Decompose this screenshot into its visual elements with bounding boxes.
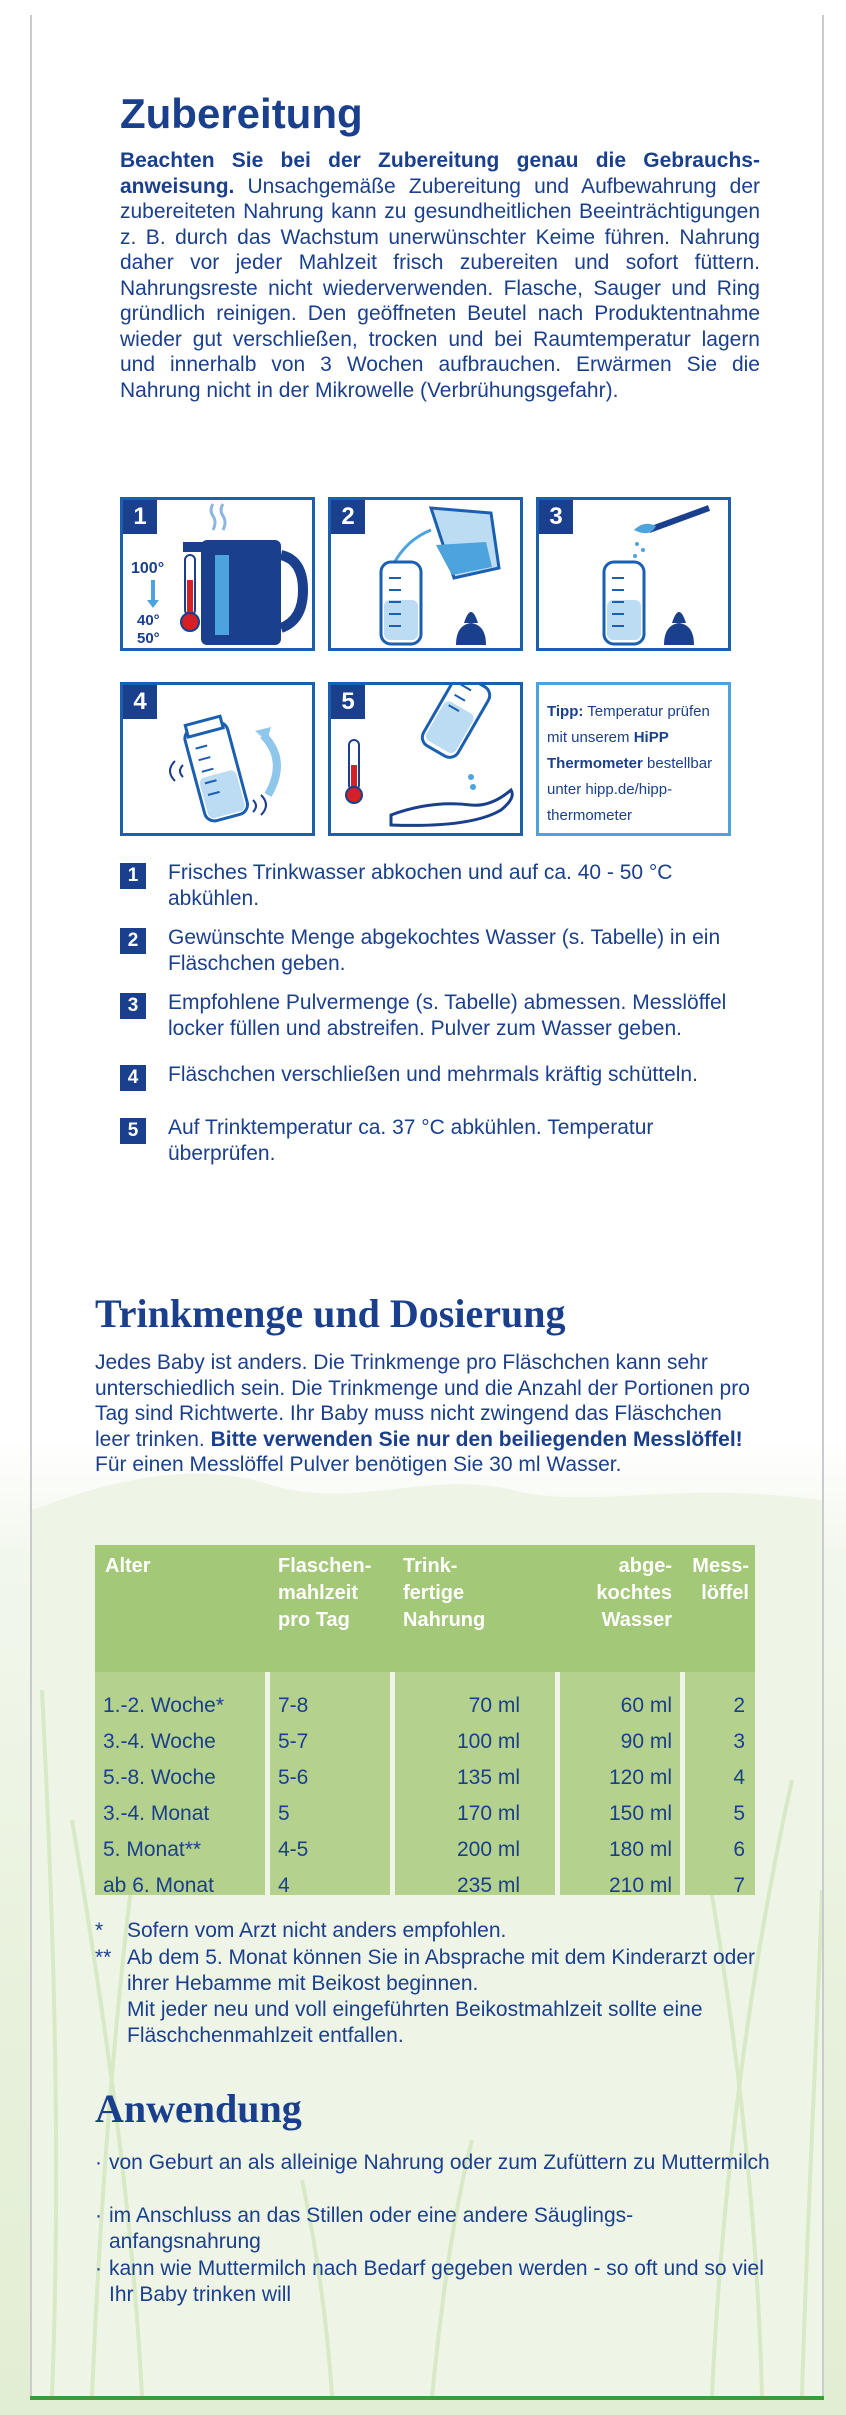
frame-bottom-border — [30, 2396, 824, 2400]
table-cell-nahrung: 170 ml — [456, 1802, 520, 1825]
table-cell-mahlzeiten: 4 — [278, 1874, 290, 1897]
frame-right-border — [822, 15, 824, 2400]
tip-text-2: bestellbar unter hipp.de/hipp-thermometer — [547, 755, 713, 824]
table-cell-alter: 1.-2. Woche* — [103, 1694, 225, 1717]
instruction-number: 3 — [120, 993, 146, 1019]
table-cell-nahrung: 200 ml — [456, 1838, 520, 1861]
table-header-wasser: abge- kochtes Wasser — [596, 1555, 672, 1631]
table-cell-mahlzeiten: 5-7 — [278, 1730, 309, 1753]
table-cell-alter: ab 6. Monat — [103, 1874, 214, 1897]
table-header-mahlzeiten: Flaschen- mahlzeit pro Tag — [278, 1555, 372, 1631]
table-cell-messloeffel: 3 — [733, 1730, 745, 1753]
table-cell-wasser: 210 ml — [608, 1874, 672, 1897]
table-cell-alter: 5. Monat** — [103, 1838, 202, 1861]
tip-brand: HiPP Thermometer — [547, 729, 669, 772]
usage-text: kann wie Muttermilch nach Bedarf gegeben werden - so oft und so viel Ihr Baby trinken will — [109, 2257, 764, 2306]
table-header-alter: Alter — [105, 1555, 151, 1577]
table-cell-alter: 3.-4. Monat — [103, 1802, 210, 1825]
zubereitung-intro — [120, 148, 760, 403]
step-number-badge: 5 — [331, 685, 365, 719]
table-cell-messloeffel: 7 — [733, 1874, 745, 1897]
instruction-number: 5 — [120, 1118, 146, 1144]
table-cell-wasser: 90 ml — [620, 1730, 672, 1753]
temp-label-40: 40° — [137, 612, 160, 629]
table-cell-mahlzeiten: 7-8 — [278, 1694, 309, 1717]
step-image-5 — [328, 682, 523, 836]
table-cell-messloeffel: 6 — [733, 1838, 745, 1861]
table-cell-nahrung: 70 ml — [468, 1694, 520, 1717]
instruction-text: Empfohlene Pulvermenge (s. Tabelle) abmessen. Messlöffel locker füllen und abstreifen. Pulver zum Wasser geben. — [168, 991, 727, 1040]
instruction-number: 2 — [120, 928, 146, 954]
instruction-text: Fläschchen verschließen und mehrmals kräftig schütteln. — [168, 1063, 698, 1086]
footnote-text: Ab dem 5. Monat können Sie in Absprache mit dem Kinderarzt oder ihrer Hebamme mit Beikost beginnen. — [127, 1946, 756, 1995]
footnote — [95, 1997, 795, 2048]
table-cell-mahlzeiten: 5 — [278, 1802, 290, 1825]
footnote-text: Mit jeder neu und voll eingeführten Beikostmahlzeit sollte eine Fläschchenmahlzeit entfallen. — [127, 1998, 703, 2047]
dosage-table — [95, 1545, 755, 1895]
step-number-badge: 3 — [539, 500, 573, 534]
table-cell-nahrung: 100 ml — [456, 1730, 520, 1753]
bullet: · — [95, 2257, 102, 2280]
section-title-trinkmenge: Trinkmenge und Dosierung — [95, 1291, 566, 1336]
instruction-number: 4 — [120, 1065, 146, 1091]
step-image-3 — [536, 497, 731, 651]
table-cell-alter: 5.-8. Woche — [103, 1766, 216, 1789]
table-cell-wasser: 180 ml — [608, 1838, 672, 1861]
tip-text-1: Temperatur prüfen mit unserem — [547, 703, 710, 746]
footnote-mark: ** — [95, 1946, 112, 1969]
step-number-badge: 2 — [331, 500, 365, 534]
table-header-messloeffel: Mess- löffel — [692, 1555, 749, 1604]
instruction-item — [120, 990, 760, 1042]
table-cell-mahlzeiten: 5-6 — [278, 1766, 309, 1789]
section-title-zubereitung: Zubereitung — [120, 90, 363, 137]
tip-box — [536, 682, 731, 836]
table-header-nahrung: Trink- fertige Nahrung — [403, 1555, 486, 1631]
table-cell-nahrung: 235 ml — [456, 1874, 520, 1897]
table-cell-messloeffel: 2 — [733, 1694, 745, 1717]
instruction-item — [120, 1062, 760, 1088]
table-cell-alter: 3.-4. Woche — [103, 1730, 216, 1753]
instruction-text: Frisches Trinkwasser abkochen und auf ca. 40 - 50 °C abkühlen. — [168, 861, 673, 910]
table-cell-wasser: 60 ml — [620, 1694, 672, 1717]
usage-item — [95, 2203, 775, 2254]
footnote — [95, 1918, 795, 1944]
trinkmenge-bold: Bitte verwenden Sie nur den beiliegenden Messlöffel! — [210, 1427, 743, 1451]
trinkmenge-text-1: Jedes Baby ist anders. Die Trinkmenge pro Fläschchen kann sehr unterschiedlich sein. Die Trinkmenge und die Anzahl der Portionen pro Tag sind Richtwerte. Ihr Baby muss nicht zwingend das Fläschchen leer trinken. — [95, 1351, 750, 1451]
footnote-mark: * — [95, 1919, 104, 1942]
step-image-1 — [120, 497, 315, 651]
bullet: · — [95, 2204, 102, 2227]
table-cell-messloeffel: 4 — [733, 1766, 745, 1789]
bullet: · — [95, 2151, 102, 2174]
section-title-anwendung: Anwendung — [95, 2086, 302, 2131]
table-cell-wasser: 120 ml — [608, 1766, 672, 1789]
footnote — [95, 1945, 795, 1996]
zubereitung-intro-text: Unsachgemäße Zubereitung und Aufbewahrung der zubereiteten Nahrung kann zu gesundheitlichen Beeinträchtigungen z. B. durch das Wachstum unerwünschter Keime führen. Nahrung daher vor jeder Mahlzeit frisch zubereiten und sofort füttern. Nahrungsreste nicht wiederverwenden. Flasche, Sauger und Ring gründlich reinigen. Den geöffneten Beutel nach Produktentnahme wieder gut verschließen, trocken und bei Raumtemperatur lagern und innerhalb von 3 Wochen aufbrauchen. Erwärmen Sie die Nahrung nicht in der Mikrowelle (Verbrühungsgefahr). — [120, 174, 760, 402]
step-image-4 — [120, 682, 315, 836]
temp-label-100: 100° — [131, 560, 165, 577]
instruction-text: Gewünschte Menge abgekochtes Wasser (s. Tabelle) in ein Fläschchen geben. — [168, 926, 721, 975]
instruction-number: 1 — [120, 863, 146, 889]
instruction-item — [120, 860, 760, 912]
table-cell-wasser: 150 ml — [608, 1802, 672, 1825]
temp-label-50: 50° — [137, 630, 160, 647]
step-number-badge: 1 — [123, 500, 157, 534]
trinkmenge-text — [95, 1350, 760, 1478]
usage-item — [95, 2256, 775, 2307]
footnote-text: Sofern vom Arzt nicht anders empfohlen. — [127, 1919, 507, 1942]
zubereitung-intro-bold: Beachten Sie bei der Zubereitung genau die Gebrauchsanweisung. — [120, 149, 760, 198]
instruction-text: Auf Trinktemperatur ca. 37 °C abkühlen. Temperatur überprüfen. — [168, 1116, 654, 1165]
tip-label: Tipp: — [547, 703, 584, 720]
table-cell-nahrung: 135 ml — [456, 1766, 520, 1789]
usage-text: im Anschluss an das Stillen oder eine andere Säuglingsanfangsnahrung — [109, 2204, 634, 2253]
usage-text: von Geburt an als alleinige Nahrung oder zum Zufüttern zu Muttermilch — [109, 2151, 770, 2174]
table-cell-mahlzeiten: 4-5 — [278, 1838, 309, 1861]
usage-item — [95, 2150, 775, 2176]
instruction-item — [120, 1115, 760, 1167]
instruction-item — [120, 925, 760, 977]
trinkmenge-text-2: Für einen Messlöffel Pulver benötigen Sie 30 ml Wasser. — [95, 1453, 622, 1476]
step-image-2 — [328, 497, 523, 651]
step-number-badge: 4 — [123, 685, 157, 719]
table-cell-messloeffel: 5 — [733, 1802, 745, 1825]
